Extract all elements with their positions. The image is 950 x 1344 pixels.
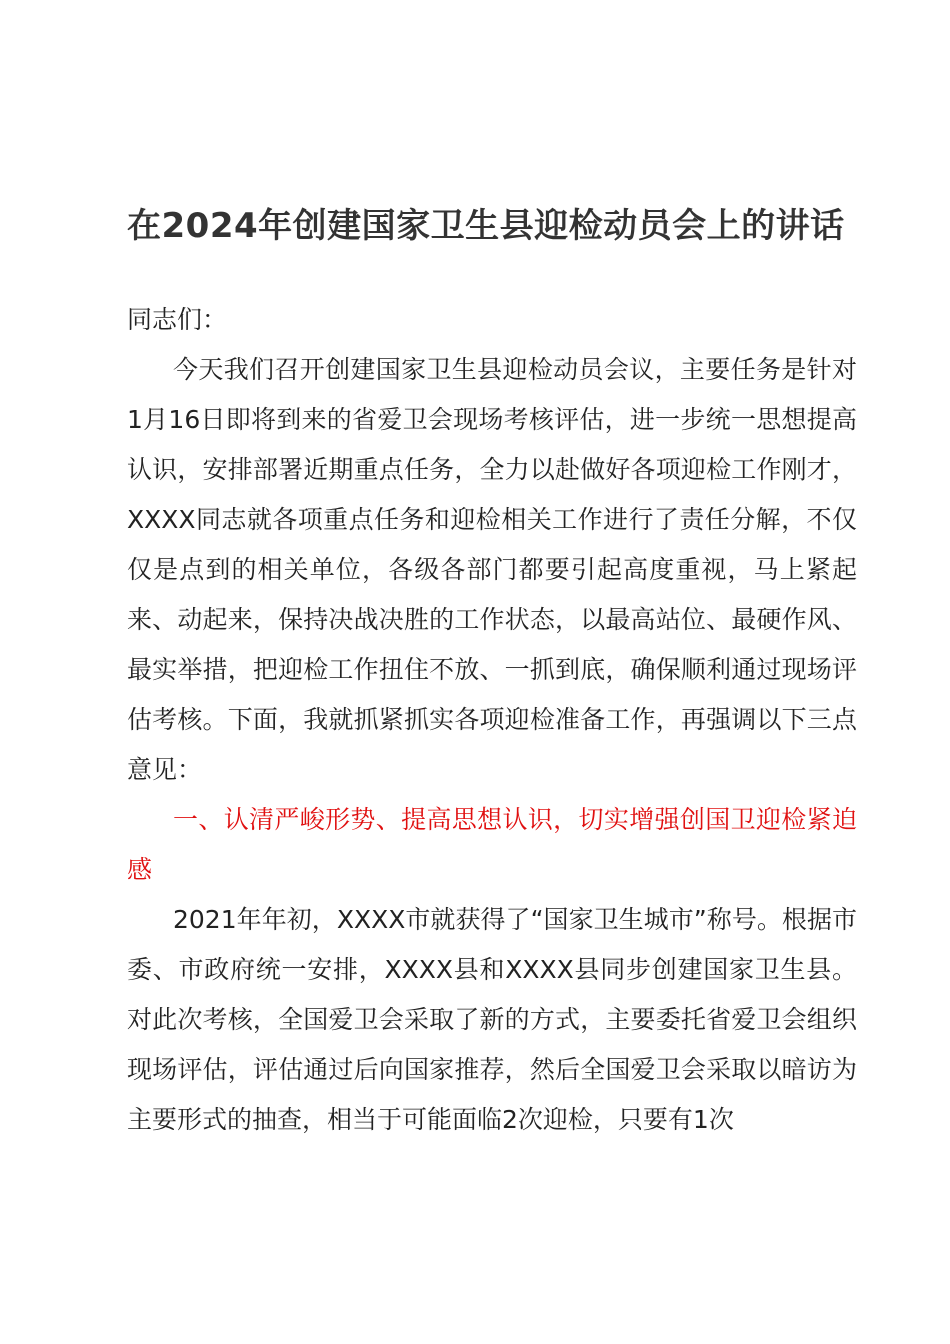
- document-title: 在2024年创建国家卫生县迎检动员会上的讲话: [127, 206, 845, 246]
- document-body: [127, 295, 857, 1145]
- salutation: 同志们：: [127, 305, 228, 334]
- paragraph-intro: 今天我们召开创建国家卫生县迎检动员会议，主要任务是针对1月16日即将到来的省爱卫会现场考核评估，进一步统一思想提高认识，安排部署近期重点任务，全力以赴做好各项迎检工作刚才，XXXX同志就各项重点任务和迎检相关工作进行了责任分解，不仅仅是点到的相关单位，各级各部门都要引起高度重视，马上紧起来、动起来，保持决战决胜的工作状态，以最高站位、最硬作风、最实举措，把迎检工作扭住不放、一抓到底，确保顺利通过现场评估考核。下面，我就抓紧抓实各项迎检准备工作，再强调以下三点意见：: [127, 355, 857, 784]
- section-heading-1: 一、认清严峻形势、提高思想认识，切实增强创国卫迎检紧迫感: [127, 805, 857, 884]
- paragraph-section-1: 2021年年初，XXXX市就获得了“国家卫生城市”称号。根据市委、市政府统一安排，XXXX县和XXXX县同步创建国家卫生县。对此次考核，全国爱卫会采取了新的方式，主要委托省爱卫会组织现场评估，评估通过后向国家推荐，然后全国爱卫会采取以暗访为主要形式的抽查，相当于可能面临2次迎检，只要有1次: [127, 905, 857, 1134]
